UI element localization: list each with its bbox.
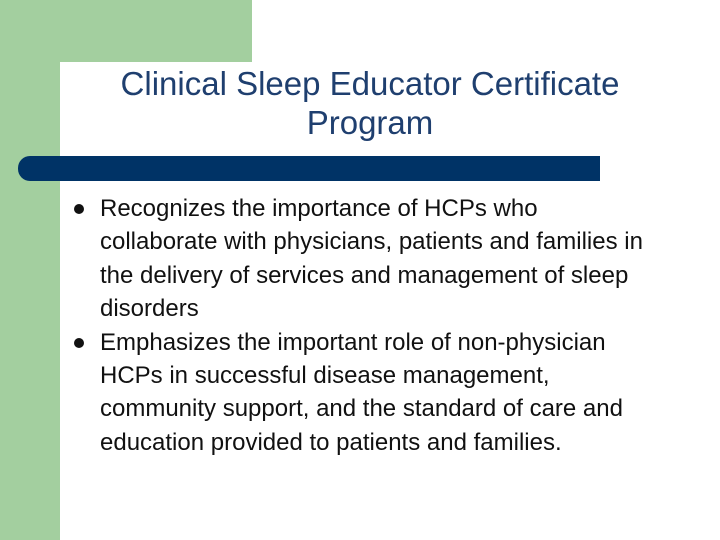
bullet-item [70,192,660,326]
bullet-item [70,326,660,460]
top-accent-band [0,0,252,62]
title-divider-bar [18,156,600,181]
bullet-text: Recognizes the importance of HCPs who collaborate with physicians, patients and families in the delivery of services and management of sleep disorders [100,195,643,323]
bullet-list [70,192,660,459]
bullet-dot-icon [74,204,84,214]
bullet-dot-icon [74,338,84,348]
bullet-text: Emphasizes the important role of non-physician HCPs in successful disease management, community support, and the standard of care and education provided to patients and families. [100,328,623,456]
slide-title: Clinical Sleep Educator Certificate Program [120,65,620,141]
left-accent-band [0,0,60,540]
